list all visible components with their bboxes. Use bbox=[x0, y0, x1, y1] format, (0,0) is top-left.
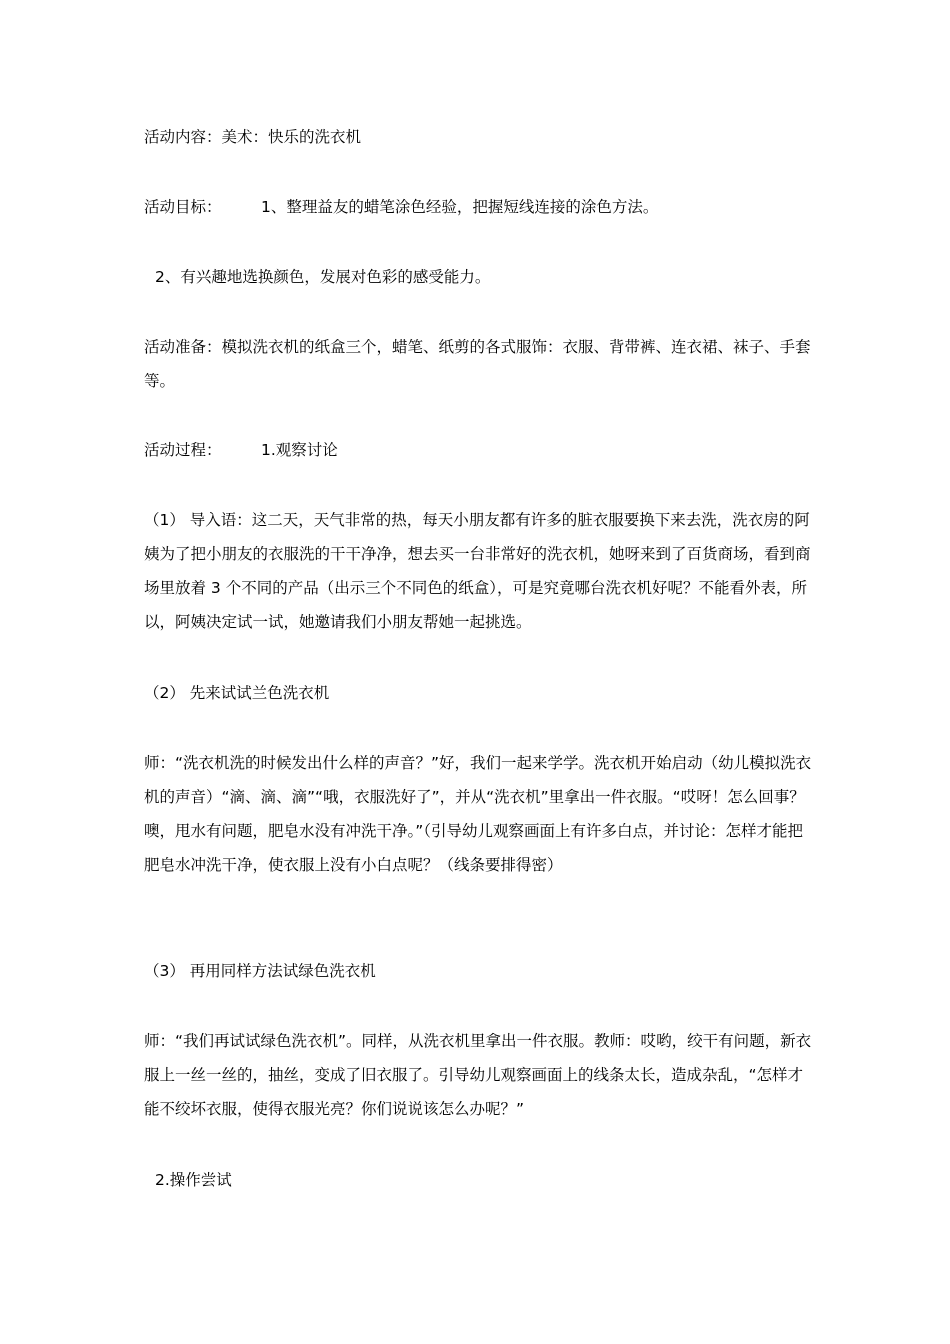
step-3-heading: （3） 再用同样方法试绿色洗衣机 bbox=[144, 962, 376, 980]
teacher-dialogue-2: 师：“我们再试试绿色洗衣机”。同样，从洗衣机里拿出一件衣服。教师：哎哟，绞干有问题，新衣服上一丝一丝的，抽丝，变成了旧衣服了。引导幼儿观察画面上的线条太长，造成杂乱，“怎样才能不绞坏衣服，使得衣服光亮？你们说说该怎么办呢？” bbox=[144, 1032, 812, 1118]
process-step-1-heading: 1.观察讨论 bbox=[261, 441, 338, 459]
step-2-heading: （2） 先来试试兰色洗衣机 bbox=[144, 684, 330, 702]
process-label: 活动过程： bbox=[144, 441, 222, 459]
activity-goal-line bbox=[144, 190, 814, 224]
activity-process-line bbox=[144, 433, 814, 467]
step-1-paragraph: （1） 导入语：这二天，天气非常的热，每天小朋友都有许多的脏衣服要换下来去洗，洗衣房的阿姨为了把小朋友的衣服洗的干干净净，想去买一台非常好的洗衣机，她呀来到了百货商场，看到商场里放着 3 个不同的产品（出示三个不同色的纸盒），可是究竟哪台洗衣机好呢？不能看外表，所以，阿姨决定试一试，她邀请我们小朋友帮她一起挑选。 bbox=[144, 511, 811, 631]
goal-item-2: 2、有兴趣地选换颜色，发展对色彩的感受能力。 bbox=[155, 268, 491, 286]
activity-preparation: 活动准备：模拟洗衣机的纸盒三个，蜡笔、纸剪的各式服饰：衣服、背带裤、连衣裙、袜子、手套等。 bbox=[144, 338, 811, 390]
goal-item-1: 1、整理益友的蜡笔涂色经验，把握短线连接的涂色方法。 bbox=[261, 198, 659, 216]
process-step-2-heading: 2.操作尝试 bbox=[155, 1171, 232, 1189]
goal-label: 活动目标： bbox=[144, 198, 222, 216]
activity-content-line: 活动内容：美术：快乐的洗衣机 bbox=[144, 128, 362, 146]
teacher-dialogue-1: 师：“洗衣机洗的时候发出什么样的声音？”好，我们一起来学学。洗衣机开始启动（幼儿模拟洗衣机的声音）“滴、滴、滴”“哦，衣服洗好了”，并从“洗衣机”里拿出一件衣服。“哎呀！怎么回事？噢，甩水有问题，肥皂水没有冲洗干净。”（引导幼儿观察画面上有许多白点，并讨论：怎样才能把肥皂水冲洗干净，使衣服上没有小白点呢？（线条要排得密） bbox=[144, 754, 812, 874]
